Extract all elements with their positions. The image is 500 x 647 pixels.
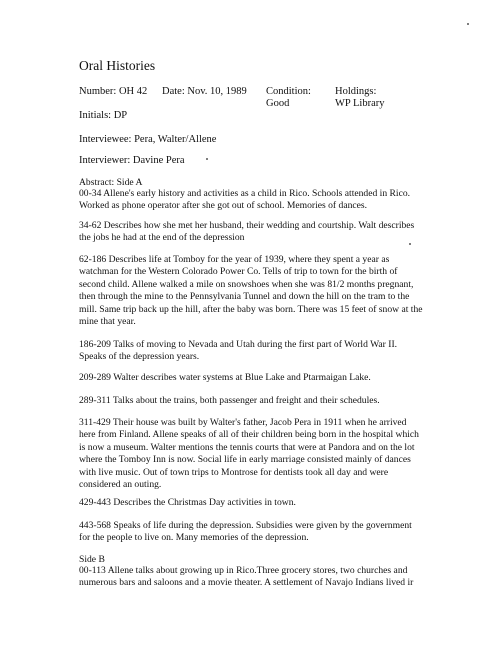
entry-line: 186-209 Talks of moving to Nevada and Utah during the first part of World War II.: [79, 339, 398, 350]
entry-line: 429-443 Describes the Christmas Day activities in town.: [79, 497, 296, 508]
interviewee-field: Interviewee: Pera, Walter/Allene: [79, 134, 217, 145]
number-field: Number: OH 42: [79, 86, 148, 97]
entry-line: then through the mine to the Pennsylvania Tunnel and down the hill on the tram to the: [79, 291, 410, 303]
entry-line: where the Tomboy Inn is now. Social life in early marriage consisted mainly of dances: [79, 454, 411, 466]
holdings-value: WP Library: [335, 98, 385, 109]
entry-line: for the people to live on. Many memories of the depression.: [79, 532, 309, 544]
entry-line: the jobs he had at the end of the depression: [79, 232, 245, 244]
initials-field: Initials: DP: [79, 110, 128, 121]
entry-line: is now a museum. Walter mentions the tennis courts that were at Pandora and on the lot: [79, 441, 415, 453]
abstract-heading: Abstract: Side A: [79, 177, 143, 188]
date-field: Date: Nov. 10, 1989: [162, 86, 247, 97]
entry-line: second child. Allene walked a mile on snowshoes when she was 81/2 months pregnant,: [79, 278, 414, 290]
entry-line: 00-34 Allene's early history and activities as a child in Rico. Schools attended in Rico.: [79, 188, 411, 199]
entry-line: 00-113 Allene talks about growing up in Rico.Three grocery stores, two churches and: [79, 565, 408, 576]
holdings-label: Holdings:: [335, 86, 377, 97]
entry-line: numerous bars and saloons and a movie theater. A settlement of Navajo Indians lived ir: [79, 577, 414, 589]
scan-speck: [206, 158, 208, 160]
abstract-entry: [79, 220, 479, 245]
condition-label: Condition:: [266, 86, 311, 97]
side-b-entry: [79, 565, 479, 590]
abstract-entry: [79, 395, 479, 407]
abstract-entry: [79, 497, 479, 509]
entry-line: mine that year.: [79, 316, 136, 328]
abstract-entry: [79, 254, 479, 328]
entry-line: watchman for the Western Colorado Power Co. Tells of trip to town for the birth of: [79, 266, 398, 278]
abstract-entry: [79, 188, 479, 213]
entry-line: mill. Same trip back up the hill, after the baby was born. There was 15 feet of snow at the: [79, 303, 423, 315]
entry-line: 209-289 Walter describes water systems at Blue Lake and Ptarmaigan Lake.: [79, 372, 371, 383]
entry-line: 289-311 Talks about the trains, both passenger and freight and their schedules.: [79, 395, 380, 406]
side-b-heading: Side B: [79, 554, 105, 565]
scan-speck: [467, 23, 469, 25]
scan-speck: [409, 243, 411, 245]
entry-line: 62-186 Describes life at Tomboy for the year of 1939, where they spent a year as: [79, 254, 390, 265]
abstract-entry: [79, 339, 479, 364]
entry-line: 34-62 Describes how she met her husband, their wedding and courtship. Walt describes: [79, 220, 415, 231]
abstract-entry: [79, 520, 479, 545]
entry-line: Worked as phone operator after she got out of school. Memories of dances.: [79, 200, 368, 212]
condition-value: Good: [266, 98, 290, 109]
entry-line: here from Finland. Allene speaks of all of their children being born in the hospital which: [79, 429, 419, 441]
entry-line: 443-568 Speaks of life during the depression. Subsidies were given by the government: [79, 520, 412, 531]
entry-line: 311-429 Their house was built by Walter's father, Jacob Pera in 1911 when he arrived: [79, 417, 407, 428]
document-title: Oral Histories: [79, 58, 156, 73]
entry-line: considered an outing.: [79, 479, 162, 491]
abstract-entry: [79, 417, 479, 491]
entry-line: Speaks of the depression years.: [79, 351, 200, 363]
interviewer-field: Interviewer: Davine Pera: [79, 155, 185, 166]
entry-line: with live music. Out of town trips to Montrose for dentists took all day and were: [79, 466, 389, 478]
abstract-entry: [79, 372, 479, 384]
